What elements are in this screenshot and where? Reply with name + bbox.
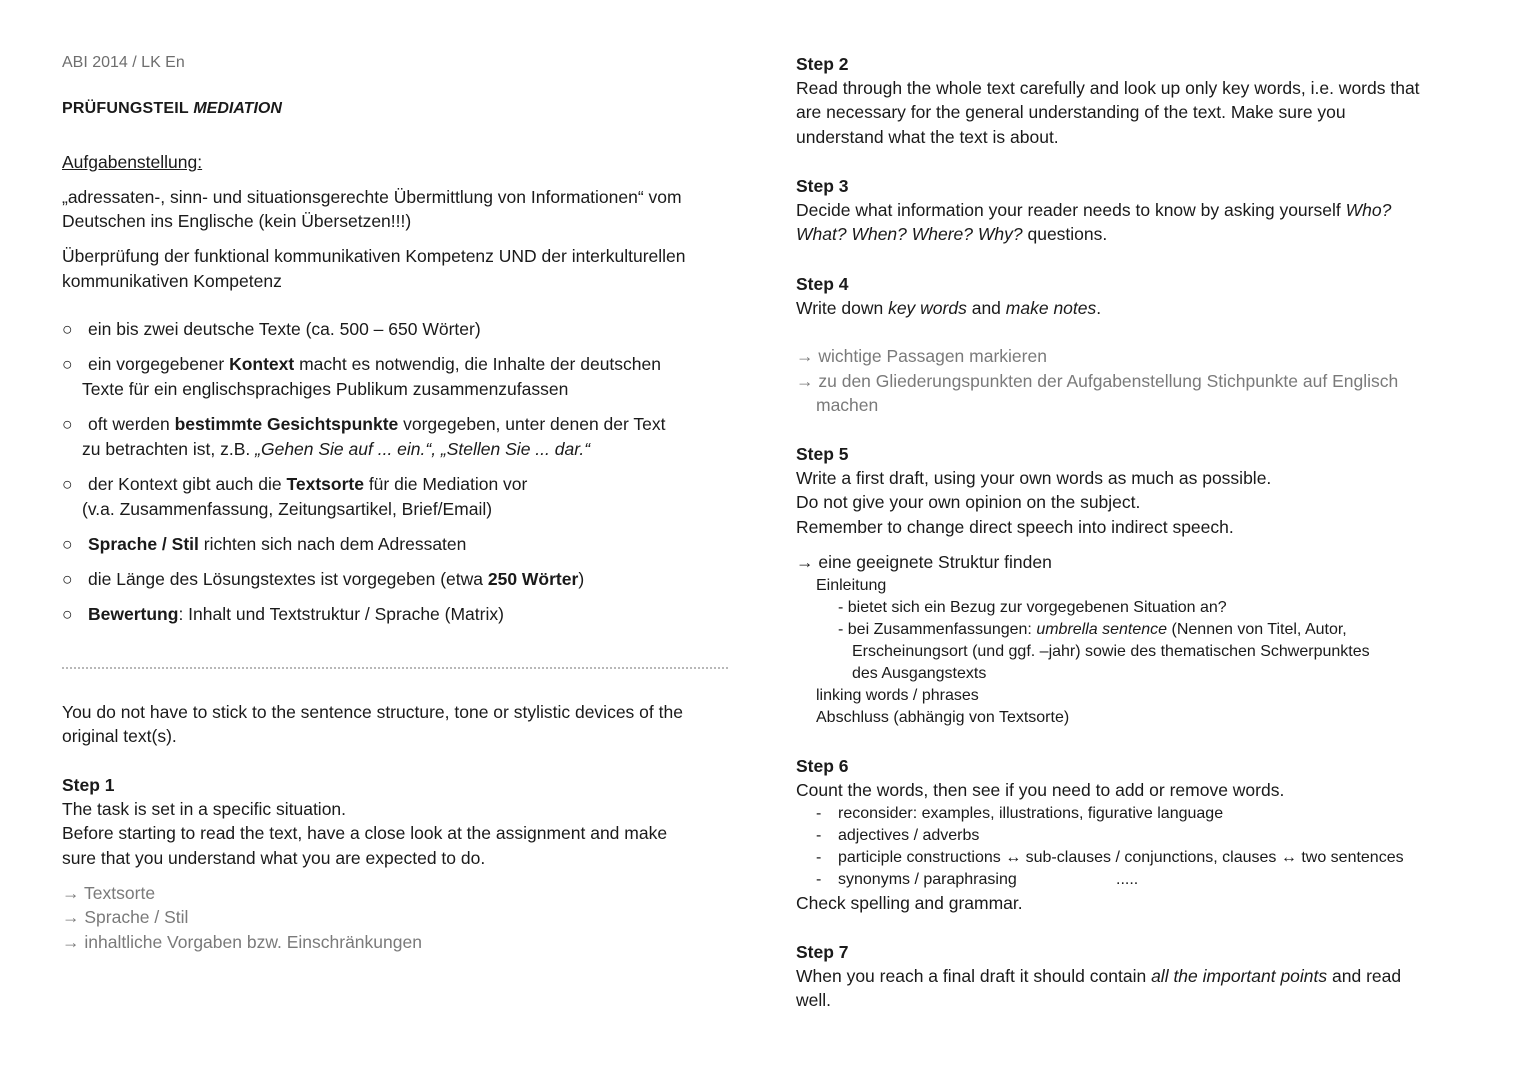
step-3-line-1 [796, 198, 1391, 223]
bullet-italic-text: „Gehen Sie auf ... ein.“, „Stellen Sie ... dar.“ [255, 438, 591, 459]
step-6-item [816, 869, 1017, 891]
step-1-line-1: The task is set in a specific situation. [62, 799, 347, 819]
bullet-item-3 [62, 412, 665, 461]
step-3-text: Decide what information your reader needs to know by asking yourself [796, 200, 1346, 220]
intro-line-2: original text(s). [62, 726, 177, 746]
bullet-text: vorgegeben, unter denen der Text [398, 414, 666, 434]
aufgabe-line-3: Überprüfung der funktional kommunikativen Kompetenz UND der interkulturellen [62, 246, 686, 266]
step-1-arrow-3: → inhaltliche Vorgaben bzw. Einschränkungen [62, 932, 422, 952]
step-1-line-3: sure that you understand what you are expected to do. [62, 848, 486, 868]
step-4-line-1 [796, 296, 1101, 321]
circle-bullet-icon: ○ [62, 569, 73, 589]
step-4-italic: make notes [1005, 298, 1097, 318]
intro-line-1: You do not have to stick to the sentence structure, tone or stylistic devices of the [62, 702, 683, 722]
structure-sub-2-line-2: Erscheinungsort (und ggf. –jahr) sowie des thematischen Schwerpunktes [852, 643, 1370, 660]
course-label: ABI 2014 / LK En [62, 54, 185, 71]
step-3-italic: What? When? Where? Why? [796, 224, 1023, 244]
bullet-text: macht es notwendig, die Inhalte der deutschen [294, 354, 661, 374]
step-4-arrow-2: → zu den Gliederungspunkten der Aufgabenstellung Stichpunkte auf Englisch [796, 371, 1399, 391]
step-4-arrow-2-continuation: machen [816, 395, 879, 415]
aufgabe-line-1: „adressaten-, sinn- und situationsgerechte Übermittlung von Informationen“ vom [62, 187, 682, 207]
step-3-text: questions. [1022, 224, 1108, 244]
bullet-continuation: (v.a. Zusammenfassung, Zeitungsartikel, Brief/Email) [82, 498, 493, 519]
step-2-line-1: Read through the whole text carefully and look up only key words, i.e. words that [796, 78, 1420, 98]
structure-text: (Nennen von Titel, Autor, [1167, 621, 1347, 638]
circle-bullet-icon: ○ [62, 319, 73, 339]
bullet-bold-text: Sprache / Stil [88, 534, 199, 554]
bullet-text: ein vorgegebener [88, 354, 230, 374]
bullet-bold-text: Textsorte [286, 474, 364, 494]
step-4-arrow-1: → wichtige Passagen markieren [796, 346, 1047, 366]
structure-sub-2-line-3: des Ausgangstexts [852, 665, 987, 682]
step-6-ellipsis: ..... [1116, 871, 1139, 888]
bullet-text: die Länge des Lösungstextes ist vorgegeben (etwa [88, 569, 488, 589]
dash-icon: - [816, 871, 822, 888]
circle-bullet-icon: ○ [62, 534, 73, 554]
step-7-line-2: well. [796, 990, 832, 1010]
dash-icon: - [816, 805, 822, 822]
bullet-item-5 [62, 532, 466, 557]
bullet-bold-text: 250 Wörter [487, 569, 579, 589]
bullet-continuation: Texte für ein englischsprachiges Publikum zusammenzufassen [82, 378, 569, 399]
bullet-text: : Inhalt und Textstruktur / Sprache (Matrix) [178, 604, 504, 624]
structure-italic: umbrella sentence [1036, 621, 1168, 638]
step-4-italic: key words [888, 298, 967, 318]
dash-icon: - [816, 827, 822, 844]
bullet-item-7 [62, 602, 504, 627]
bullet-text: zu betrachten ist, z.B. [82, 438, 256, 459]
step-2-line-3: understand what the text is about. [796, 127, 1059, 147]
step-2-line-2: are necessary for the general understanding of the text. Make sure you [796, 102, 1346, 122]
step-6-item-text: participle constructions ↔ sub-clauses / conjunctions, clauses ↔ two sentences [838, 849, 1404, 866]
structure-sub-1: - bietet sich ein Bezug zur vorgegebenen Situation an? [838, 599, 1227, 616]
step-6-item-text: synonyms / paraphrasing [838, 871, 1017, 888]
step-7-text: and read [1327, 966, 1402, 986]
step-2-heading: Step 2 [796, 54, 849, 74]
step-7-line-1 [796, 964, 1401, 989]
circle-bullet-icon: ○ [62, 474, 73, 494]
bullet-text: oft werden [88, 414, 175, 434]
step-6-item [816, 825, 979, 847]
bullet-text: für die Mediation vor [363, 474, 528, 494]
step-6-check: Check spelling and grammar. [796, 893, 1023, 913]
step-3-italic: Who? [1345, 200, 1392, 220]
section-title [62, 98, 282, 120]
step-7-heading: Step 7 [796, 942, 849, 962]
step-4-text: and [966, 298, 1006, 318]
step-7-italic: all the important points [1151, 966, 1328, 986]
step-6-heading: Step 6 [796, 756, 849, 776]
step-1-arrow-2: → Sprache / Stil [62, 907, 189, 927]
step-5-line-1: Write a first draft, using your own words as much as possible. [796, 468, 1272, 488]
bullet-item-4 [62, 472, 527, 521]
step-1-arrow-1: → Textsorte [62, 883, 156, 903]
dotted-divider [62, 667, 728, 669]
circle-bullet-icon: ○ [62, 354, 73, 374]
step-5-line-2: Do not give your own opinion on the subject. [796, 492, 1141, 512]
step-1-line-2: Before starting to read the text, have a close look at the assignment and make [62, 823, 668, 843]
aufgabe-line-4: kommunikativen Kompetenz [62, 271, 282, 291]
step-6-item-text: adjectives / adverbs [838, 827, 980, 844]
bullet-text: der Kontext gibt auch die [88, 474, 287, 494]
bullet-item-1 [62, 317, 481, 342]
bullet-bold-text: Kontext [229, 354, 295, 374]
bullet-continuation [62, 437, 665, 462]
title-italic: MEDIATION [193, 100, 282, 117]
step-5-heading: Step 5 [796, 444, 849, 464]
bullet-bold-text: Bewertung [88, 604, 179, 624]
circle-bullet-icon: ○ [62, 604, 73, 624]
bullet-text: ) [578, 569, 585, 589]
step-6-item [816, 803, 1223, 825]
step-5-line-3: Remember to change direct speech into indirect speech. [796, 517, 1234, 537]
step-1-heading: Step 1 [62, 775, 115, 795]
bullet-item-6 [62, 567, 584, 592]
title-prefix: PRÜFUNGSTEIL [62, 100, 189, 117]
structure-text: - bei Zusammenfassungen: [838, 621, 1037, 638]
step-5-structure: → eine geeignete Struktur finden [796, 552, 1052, 572]
step-6-line-1: Count the words, then see if you need to add or remove words. [796, 780, 1285, 800]
bullet-bold-text: bestimmte Gesichtspunkte [174, 414, 399, 434]
structure-einleitung: Einleitung [816, 577, 887, 594]
step-6-item-text: reconsider: examples, illustrations, figurative language [838, 805, 1224, 822]
step-3-line-2 [796, 222, 1107, 247]
bullet-text: ein bis zwei deutsche Texte (ca. 500 – 650 Wörter) [88, 319, 481, 339]
bullet-text: richten sich nach dem Adressaten [198, 534, 467, 554]
step-3-heading: Step 3 [796, 176, 849, 196]
step-7-text: When you reach a final draft it should contain [796, 966, 1152, 986]
step-4-text: . [1096, 298, 1102, 318]
step-4-text: Write down [796, 298, 889, 318]
circle-bullet-icon: ○ [62, 414, 73, 434]
structure-abschluss: Abschluss (abhängig von Textsorte) [816, 709, 1070, 726]
structure-linking: linking words / phrases [816, 687, 979, 704]
aufgabe-heading: Aufgabenstellung: [62, 152, 203, 172]
step-4-heading: Step 4 [796, 274, 849, 294]
structure-sub-2 [838, 619, 1347, 641]
bullet-item-2 [62, 352, 661, 401]
aufgabe-line-2: Deutschen ins Englische (kein Übersetzen!!!) [62, 211, 412, 231]
step-6-item [816, 847, 1404, 869]
dash-icon: - [816, 849, 822, 866]
